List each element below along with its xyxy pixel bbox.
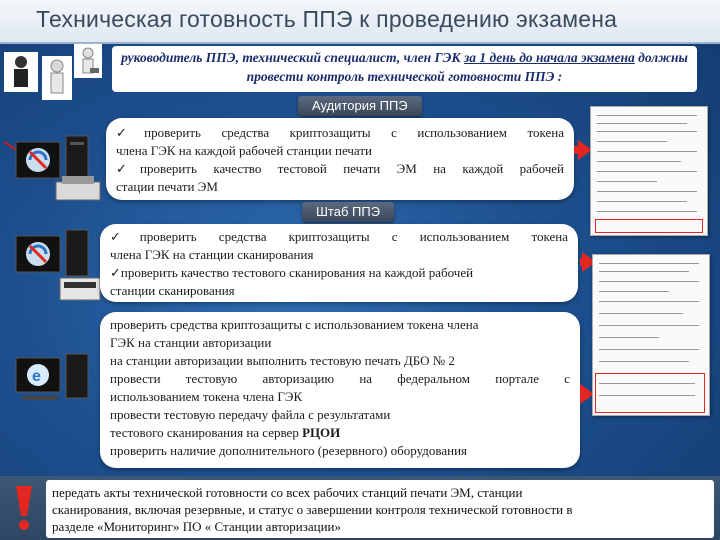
exclamation-icon [10,484,38,532]
list-item: станции сканирования [110,283,235,298]
people-icon [4,44,104,104]
list-item: ГЭК на станции авторизации [110,335,272,350]
list-item: ✓проверить средства криптозащиты с использованием токена [110,229,568,244]
authorization-checklist [100,312,580,468]
list-item [110,424,570,442]
list-item: стации печати ЭМ [116,179,218,194]
rcoi-label: РЦОИ [302,425,341,440]
list-item: члена ГЭК на каждой рабочей станции печати [116,143,372,158]
footer-bar [0,476,720,540]
final-step-text [46,480,714,538]
list-item: члена ГЭК на станции сканирования [110,247,314,262]
auditorium-checklist [106,118,574,200]
computer-icon [4,352,104,412]
list-item: ✓проверить качество тестового сканирования на каждой рабочей [110,265,474,280]
list-item: на станции авторизации выполнить тестовую печать ДБО № 2 [110,353,455,368]
computer-icon [4,222,104,306]
list-item: провести тестовую авторизацию на федеральном портале с [110,371,570,386]
list-item: использованием токена члена ГЭК [110,389,303,404]
document-icon [592,254,710,416]
printer-icon [56,182,100,200]
footer-line: сканирования, включая резервные, и статус о завершении контроля технической готовности в [52,502,573,517]
intro-text [112,46,697,92]
svg-text:e: e [32,368,41,385]
footer-line: передать акты технической готовности со всех рабочих станций печати ЭМ, станции [52,485,523,500]
intro-part1: руководитель ППЭ, технический специалист, член ГЭК [121,50,464,65]
list-item: ✓проверить средства криптозащиты с использованием токена [116,125,564,140]
list-item: провести тестовую передачу файла с результатами [110,407,391,422]
tab-headquarters: Штаб ППЭ [302,202,394,222]
scanner-icon [60,278,100,300]
document-icon [590,106,708,236]
tab-auditorium: Аудитория ППЭ [298,96,422,116]
title-bar [0,0,720,44]
footer-line: разделе «Мониторинг» ПО « Станции авторизации» [52,519,342,534]
list-item: проверить наличие дополнительного (резервного) оборудования [110,443,468,458]
computer-icon [4,120,104,206]
page-title: Техническая готовность ППЭ к проведению экзамена [36,6,618,32]
intro-part2: должны провести контроль технической готовности ППЭ : [246,50,688,84]
list-item: ✓проверить качество тестовой печати ЭМ на каждой рабочей [116,161,564,176]
list-item: проверить средства криптозащиты с использованием токена члена [110,317,479,332]
headquarters-checklist [100,224,578,302]
intro-deadline: за 1 день до начала экзамена [463,50,635,65]
list-item-text: тестового сканирования на сервер [110,425,303,440]
